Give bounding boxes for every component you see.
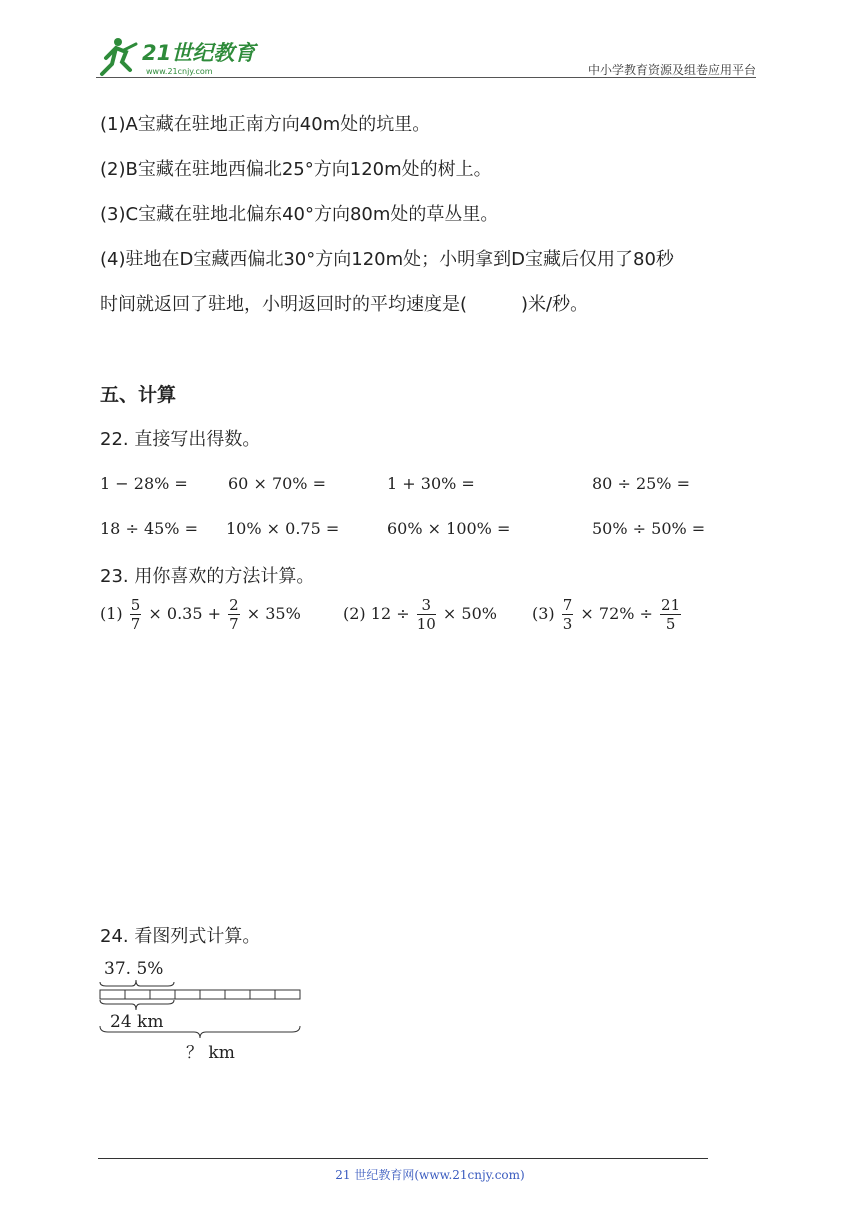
q22-expr-2: 60 × 70% = — [228, 474, 326, 493]
q23-problem-1: (1) $\frac{5}{7}$ × 0.35 + $\frac{2}{7}$ × 35% — [100, 596, 301, 633]
q21-item-1: (1)A宝藏在驻地正南方向40m处的坑里。 — [100, 114, 431, 135]
bar-segment — [225, 990, 250, 999]
q21-item-2: (2)B宝藏在驻地西偏北25°方向120m处的树上。 — [100, 159, 492, 180]
q24-title: 24. 看图列式计算。 — [100, 926, 261, 947]
diagram-mid-label: 24 km — [110, 1012, 164, 1032]
top-brace — [100, 980, 174, 986]
middle-brace — [100, 1000, 174, 1010]
footer-divider — [98, 1158, 708, 1159]
bar-segment — [175, 990, 200, 999]
q22-expr-4: 80 ÷ 25% = — [592, 474, 690, 493]
q21-item-4: (4)驻地在D宝藏西偏北30°方向120m处；小明拿到D宝藏后仅用了80秒 — [100, 249, 674, 270]
segment-diagram — [96, 952, 306, 1067]
q22-title: 22. 直接写出得数。 — [100, 429, 261, 450]
bar-segment — [150, 990, 175, 999]
q22-expr-3: 1 + 30% = — [387, 474, 475, 493]
bar-segment — [100, 990, 125, 999]
q23-problem-2: (2) 12 ÷ $\frac{3}{10}$ × 50% — [343, 596, 497, 633]
segment-bar — [100, 990, 300, 999]
footer-text: 21 世纪教育网(www.21cnjy.com) — [335, 1168, 525, 1182]
diagram-bottom-label: ？ km — [186, 1043, 235, 1063]
header-tagline: 中小学教育资源及组卷应用平台 — [587, 63, 756, 77]
q23-title: 23. 用你喜欢的方法计算。 — [100, 566, 315, 587]
q22-expr-8: 50% ÷ 50% = — [592, 519, 706, 538]
bar-segment — [125, 990, 150, 999]
bar-segment — [200, 990, 225, 999]
section-title: 五、计算 — [100, 384, 177, 406]
q22-expr-6: 10% × 0.75 = — [226, 519, 340, 538]
q22-expr-1: 1 − 28% = — [100, 474, 188, 493]
site-logo — [96, 34, 266, 80]
bar-segment — [250, 990, 275, 999]
diagram-top-label: 37. 5% — [104, 959, 164, 979]
header-divider — [96, 77, 756, 78]
q22-expr-7: 60% × 100% = — [387, 519, 511, 538]
q23-problem-3: (3) $\frac{7}{3}$ × 72% ÷ $\frac{21}{5}$ — [532, 596, 681, 633]
q22-expr-5: 18 ÷ 45% = — [100, 519, 198, 538]
q21-item-4-cont: 时间就返回了驻地，小明返回时的平均速度是( )米/秒。 — [100, 294, 589, 315]
logo-text: 21世纪教育 — [142, 41, 256, 65]
q21-item-3: (3)C宝藏在驻地北偏东40°方向80m处的草丛里。 — [100, 204, 499, 225]
logo-url: www.21cnjy.com — [146, 67, 213, 76]
runner-icon — [102, 38, 136, 74]
bar-segment — [275, 990, 300, 999]
